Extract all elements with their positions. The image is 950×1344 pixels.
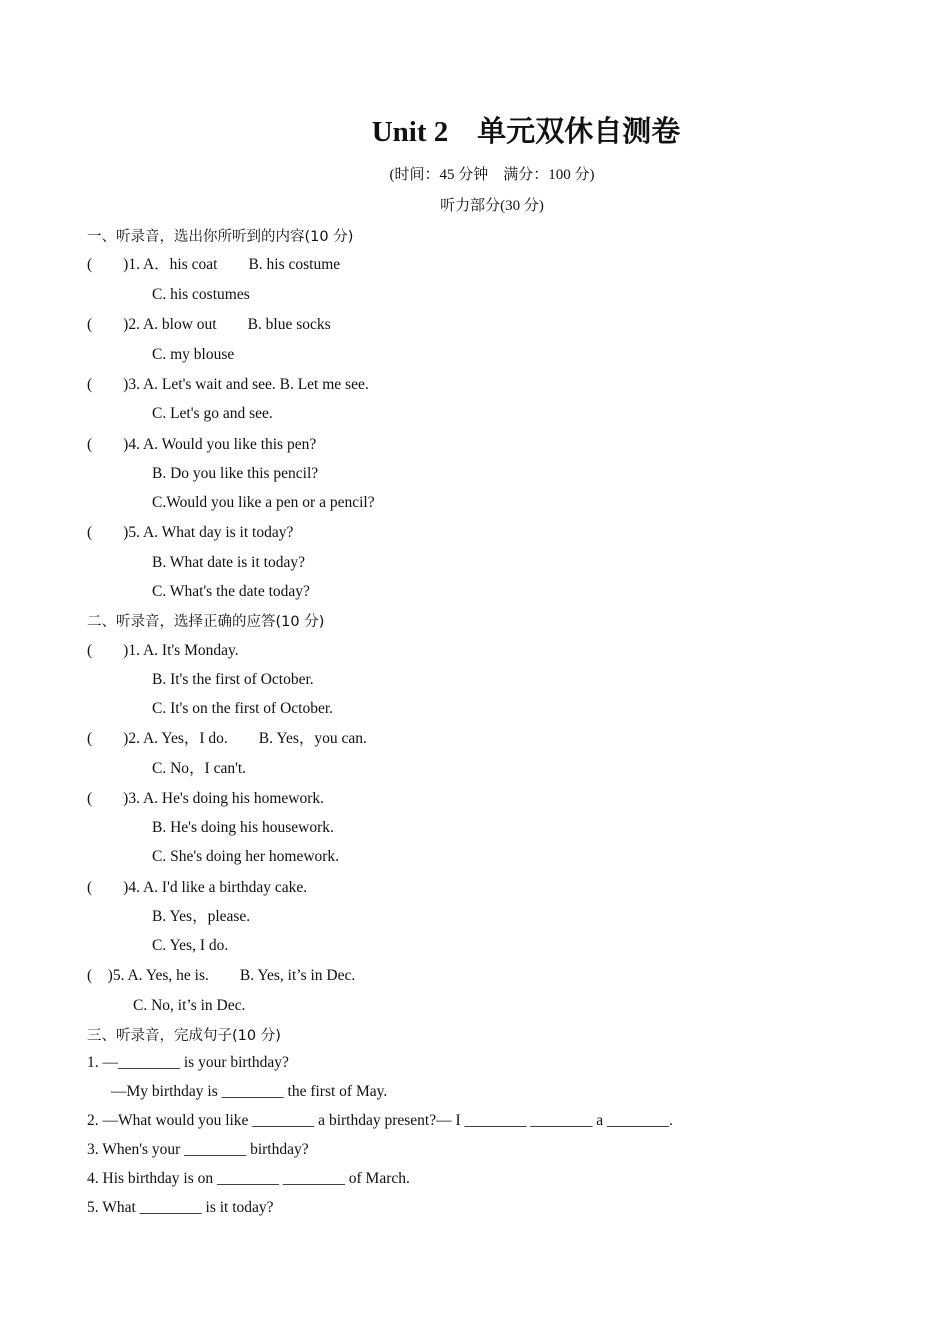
- option-line: B. He's doing his housework.: [152, 819, 334, 836]
- section-1-heading: 一、听录音，选出你所听到的内容(10 分): [87, 229, 354, 245]
- section-3-heading: 三、听录音，完成句子(10 分): [87, 1028, 281, 1044]
- question-line: ( )5. A. Yes, he is. B. Yes, it’s in Dec.: [87, 967, 356, 984]
- option-line: C. Yes, I do.: [152, 937, 229, 954]
- option-line: C. No，I can't.: [152, 760, 247, 777]
- option-line: B. It's the first of October.: [152, 671, 314, 688]
- option-line: B. Do you like this pencil?: [152, 465, 319, 482]
- question-line: ( )1. A. It's Monday.: [87, 642, 239, 659]
- fill-blank-line: 2. —What would you like ________ a birthday present?— I ________ ________ a ________.: [87, 1112, 673, 1129]
- question-line: ( )2. A. Yes，I do. B. Yes，you can.: [87, 730, 367, 747]
- exam-time-meta: (时间：45 分钟 满分：100 分): [389, 167, 595, 183]
- question-line: ( )3. A. He's doing his homework.: [87, 790, 324, 807]
- option-line: B. What date is it today?: [152, 554, 305, 571]
- question-line: ( )4. A. Would you like this pen?: [87, 436, 317, 453]
- question-line: ( )5. A. What day is it today?: [87, 524, 294, 541]
- fill-blank-line: 3. When's your ________ birthday?: [87, 1141, 309, 1158]
- option-line: C.Would you like a pen or a pencil?: [152, 494, 375, 511]
- listening-part-heading: 听力部分(30 分): [440, 198, 544, 214]
- question-line: ( )4. A. I'd like a birthday cake.: [87, 879, 308, 896]
- fill-blank-line: 5. What ________ is it today?: [87, 1199, 274, 1216]
- option-line: C. It's on the first of October.: [152, 700, 334, 717]
- option-line: C. his costumes: [152, 286, 250, 303]
- question-line: ( )3. A. Let's wait and see. B. Let me see.: [87, 376, 369, 393]
- page-title: Unit 2 单元双休自测卷: [371, 116, 681, 148]
- question-line: ( )2. A. blow out B. blue socks: [87, 316, 331, 333]
- option-line: B. Yes，please.: [152, 908, 251, 925]
- option-line: C. my blouse: [152, 346, 235, 363]
- fill-blank-line: 4. His birthday is on ________ ________ of March.: [87, 1170, 410, 1187]
- fill-blank-line: 1. —________ is your birthday?: [87, 1054, 289, 1071]
- option-line: C. Let's go and see.: [152, 405, 273, 422]
- option-line: C. What's the date today?: [152, 583, 310, 600]
- option-line: C. She's doing her homework.: [152, 848, 340, 865]
- fill-blank-line: —My birthday is ________ the first of May.: [111, 1083, 388, 1100]
- question-line: ( )1. A．his coat B. his costume: [87, 256, 341, 273]
- section-2-heading: 二、听录音，选择正确的应答(10 分): [87, 614, 325, 630]
- option-line: C. No, it’s in Dec.: [133, 997, 246, 1014]
